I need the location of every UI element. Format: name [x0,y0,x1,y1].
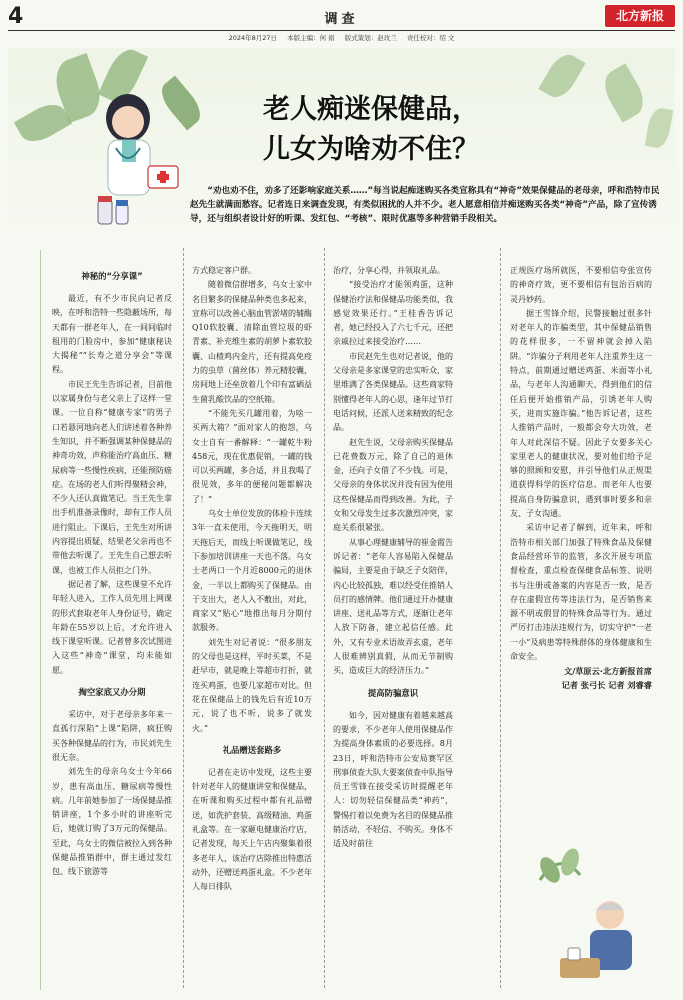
lead-paragraph: “劝也劝不住，劝多了还影响家庭关系……”每当说起痴迷购买各类宣称具有“神奇”效果保健品的老母亲，呼和浩特市民赵先生就满面愁容。记者连日来调查发现，有类似困扰的人并不少。老人愿意相信并痴迷购买各类“神奇”产品，除了宣传诱导，还与组织者设计好的听课、发红包、“考核”、限时优惠等多种营销手段相关。 [190,186,660,224]
subheading: 提高防骗意识 [367,687,419,698]
headline-line-2: 儿女为啥劝不住？ [263,134,479,165]
paragraph: 市民赵先生也对记者说，他的父母亲是多家课堂的忠实听众，家里堆满了各类保健品。这些商家特别懂得老年人的心思，逢年过节打电话问候，还派人送来精致的纪念品。 [333,351,453,433]
paragraph: 采访中记者了解到，近年来，呼和浩特市相关部门加强了特殊食品及保健食品经营环节的监管，多次开展专项监督检查，重点检查保健食品标签、说明书与注册或备案的内容是否一致，是否存在虚假宣传等违法行为，是否销售来源不明或假冒的特殊食品等行为。通过严厉打击违法违规行为，切实守护“一老一小”及病患等特殊群体的身体健康和生命安全。 [510,523,652,662]
subheading: 神秘的“分享课” [81,271,143,281]
elderly-illustration [520,840,670,990]
paragraph: 记者在走访中发现，这些主要针对老年人的健康讲堂和保健品，在听课和购买过程中都有礼品赠送，如洗护套装、高级精油、鸡蛋礼盒等。在一家砸电健康治疗店，记者发现，每天上午店内聚集着很多老年人，该治疗店除推出特惠活动外，还赠送鸡蛋礼盒。不少老年人每日排队 [192,767,312,892]
paragraph: 最近，有不少市民向记者反映，在呼和浩特一些隐蔽场所，每天都有一群老年人，在一间间临时租用的门脸房中，参加“健康秘诀大揭秘”“长寿之道分享会”等课程。 [52,294,172,375]
paragraph: 采访中，对于老母亲多年来一直孤行深陷“上课”陷阱，疯狂购买各种保健品的行为，市民刘先生很无奈。 [52,710,172,762]
header-meta [0,33,683,42]
article-column-3 [333,264,453,852]
column-divider [324,248,325,988]
left-frame-line [40,250,41,990]
article-column-1 [52,262,172,880]
paragraph: “不能先买几罐用着，为啥一买两大箱？”面对家人的抱怨，乌女士自有一番解释：“一罐乾牛粉458元，现在优惠促销，一罐的钱可以买两罐，多合适，并且我喝了很见效，多年的便秘问题都解决了！” [192,408,312,504]
paragraph: 据记者了解，这些课堂不允许年轻人进入，工作人员先用上网课的形式套取老年人身份证号，确定年龄在55岁以上后，才允许进入线下课堂听课。记者曾多次试图进入这些“神奇”课堂，均未能如愿。 [52,579,172,675]
header-rule [8,30,675,31]
subheading: 礼品赠送套路多 [222,744,282,755]
column-divider [500,248,501,988]
paragraph: 赵先生说，父母亲购买保健品已花费数万元，除了自己的退休金，还向子女借了不少钱。可是，父母亲的身体状况并没有因为使用这些保健品而得到改善。为此，子女和父母发生过多次激烈冲突，家庭关系很紧张。 [333,437,453,533]
headline-line-1: 老人痴迷保健品， [263,94,479,125]
paragraph: 据王雪锋介绍，民警接触过很多针对老年人的诈骗类型，其中保健品销售的花样很多，一不留神就会掉入陷阱。“诈骗分子利用老年人注重养生这一特点，前期通过赠送鸡蛋、米面等小礼品，与老年人沟通聊天，得到他们的信任后便开始推销产品，引诱老年人购买，进而实施诈骗。”他告诉记者，这些人推销产品时，一般都会夸大功效，老年人对此深信不疑。因此子女要多关心家里老人的健康状况，要对他们给予足够的照顾和安慰，并引导他们从正规渠道获得科学的医疗信息。而老年人也要提高自身防骗意识，遇到事时要多和亲友、子女沟通。 [510,308,652,519]
meta-layout: 版式策划：赵玫兰 [344,34,397,42]
column-divider [183,248,184,988]
subheading: 掏空家底又办分期 [78,687,146,698]
byline: 记者 张弓长 记者 刘睿睿 [561,680,652,691]
paragraph: 治疗，分享心得，并领取礼品。 [333,266,445,275]
article-column-4 [510,264,652,692]
paragraph: 正规医疗场所就医，不要相信夸张宣传的神奇疗效，更不要相信有包治百病的灵丹妙药。 [510,266,652,304]
paragraph: 从事心理健康辅导的崔金霞告诉记者：“老年人容易陷入保健品骗局，主要是由于缺乏子女陪伴，内心比较孤独，难以经受住推销人员打的感情牌。他们通过开办健康讲座、送礼品等方式，逐渐让老年人放下防备，建立起信任感。此外，又有专业术语故弄玄虚，老年人很难辨别真假，从而无节制购买，造成巨大的经济压力。” [333,537,453,676]
paragraph: 方式稳定客户群。 [192,266,256,275]
paragraph: 刘先生对记者说：“很多朋友的父母也是这样，平时买菜，不是赶早市，就是晚上等超市打折，就连买鸡蛋，也要几家超市对比。但花在保健品上的钱先后有近10万元，说了也不听，说多了就发火。” [192,637,312,733]
page-number: 4 [8,4,24,29]
paragraph: 乌女士单位发放的体检卡连续3年一直未使用，今天拖明天，明天拖后天，而线上听课做笔记，线下参加培训讲座一天也不落。乌女士老两口一个月近8000元的退休金，一半以上都购买了保健品。由于支出大，老人入不敷出，对此，商家又“贴心”地推出每月分期付款服务。 [192,509,312,633]
paragraph: 如今，因对健康有着越来越高的要求，不少老年人使用保健品作为提高身体素质的必要选择。8月23日，呼和浩特市公安局赛罕区刑事侦查大队大要案侦查中队指导员王雪锋在接受采访时提醒老年人：切勿轻信保健品类“神药”，警惕打着以免费为名目的保健品推销活动，不轻信、不购买。身体不适及时前往 [333,710,453,849]
paragraph: 随着微信群增多，乌女士家中名目繁多的保健品种类也多起来，宣称可以改善心脑血管淤堵的辅酶Q10软胶囊、清除血管垃圾的虾青素、补充维生素的胡萝卜素软胶囊、山楂鸡内金片，还有提高免疫力的虫草（菌丝体）养元精胶囊，房间地上还垒放着几个印有富硒益生菌乳酸饮品的空纸箱。 [192,280,312,404]
doctor-illustration [78,88,188,228]
paragraph: 刘先生的母亲乌女士今年66岁，患有高血压、糖尿病等慢性病。几年前她参加了一场保健品推销讲座，1个多小时的讲座听完后，她就订购了3万元的保健品。至此，乌女士的微信被拉入到各种保健品推销群中，群主通过发红包、线下旅游等 [52,767,172,877]
byline: 文/草原云·北方新报首席 [564,666,652,677]
meta-date: 2024年8月27日 [228,34,278,42]
paragraph: “接受治疗才能领鸡蛋，这种保健治疗法和保健品功能类似，我感觉效果还行。”王桂香告诉记者，她已经投入了六七千元，还把亲戚拉过来接受治疗…… [333,280,453,347]
meta-proofreader: 责任校对：绍 文 [406,34,455,42]
newspaper-logo: 北方新报 [605,5,675,27]
meta-editor: 本版主编：何 娟 [287,34,335,42]
paragraph: 市民王先生告诉记者，目前他以家属身份与老父亲上了这样一堂课。一位自称“健康专家”的男子口若悬河地向老人们讲述着各种养生知识，并不断强调某种保健品的神奇功效，声称能治疗高血压、糖尿病等一些慢性疾病，还能预防癌症。在场的老人们听得聚精会神，不少人还认真做笔记。当王先生拿出手机准备录像时，却有工作人员进行阻止。下课后，王先生对所讲内容提出质疑，结果老父亲再也不带他去听课了。王先生自己想去听课，也被工作人员拒之门外。 [52,379,172,575]
headline [263,90,663,170]
article-column-2 [192,264,312,894]
section-title: 调查 [324,12,359,27]
